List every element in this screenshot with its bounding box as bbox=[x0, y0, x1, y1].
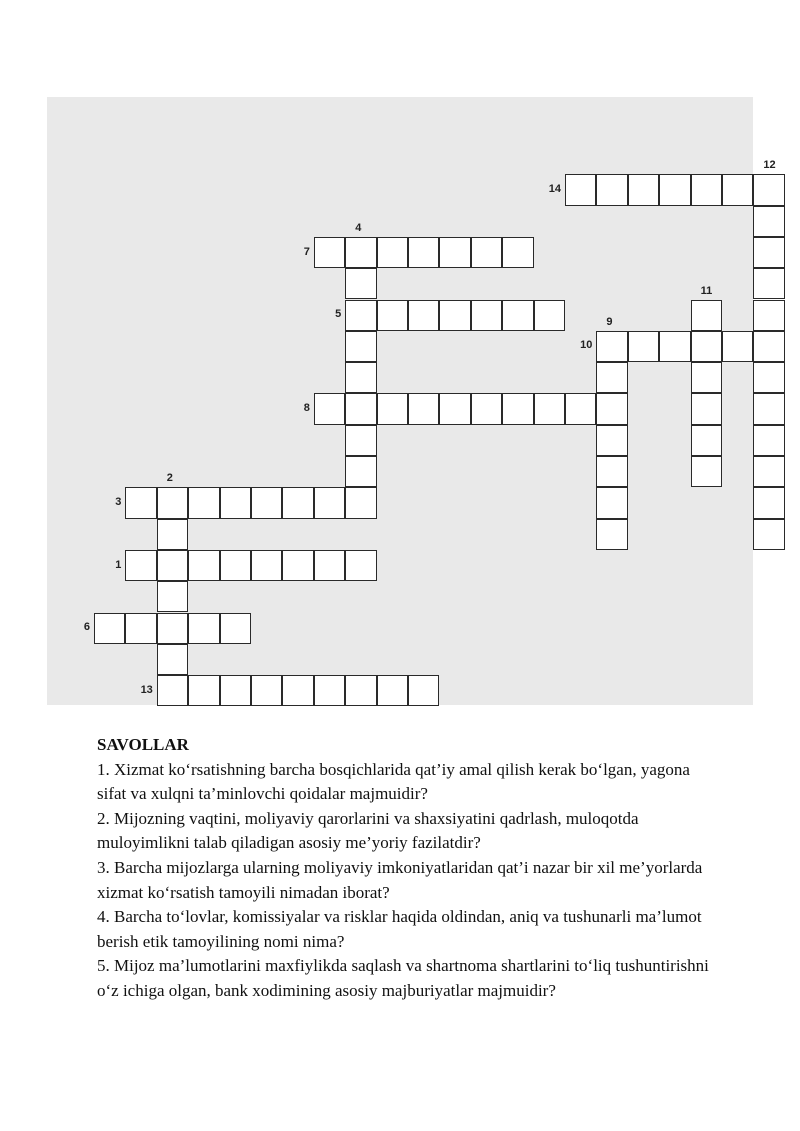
crossword-cell[interactable] bbox=[691, 425, 722, 456]
crossword-cell[interactable] bbox=[220, 675, 251, 706]
crossword-cell[interactable] bbox=[377, 675, 408, 706]
crossword-cell[interactable] bbox=[534, 300, 565, 331]
crossword-cell[interactable] bbox=[596, 174, 627, 205]
crossword-cell[interactable] bbox=[408, 237, 439, 268]
clue-number-12: 12 bbox=[763, 159, 776, 172]
crossword-cell[interactable] bbox=[753, 237, 784, 268]
crossword-cell[interactable] bbox=[345, 487, 376, 518]
crossword-cell[interactable] bbox=[722, 331, 753, 362]
crossword-cell[interactable] bbox=[471, 237, 502, 268]
question-1: 1. Xizmat ko‘rsatishning barcha bosqichlarida qat’iy amal qilish kerak bo‘lgan, yagona sifat va xulqni ta’minlovchi qoidalar majmuidir? bbox=[97, 759, 690, 804]
crossword-cell[interactable] bbox=[377, 393, 408, 424]
crossword-cell[interactable] bbox=[565, 174, 596, 205]
crossword-cell[interactable] bbox=[125, 550, 156, 581]
crossword-cell[interactable] bbox=[408, 300, 439, 331]
crossword-cell[interactable] bbox=[534, 393, 565, 424]
clue-number-8: 8 bbox=[303, 402, 310, 415]
crossword-cell[interactable] bbox=[439, 237, 470, 268]
crossword-cell[interactable] bbox=[345, 393, 376, 424]
crossword-cell[interactable] bbox=[345, 425, 376, 456]
crossword-cell[interactable] bbox=[596, 393, 627, 424]
clue-number-6: 6 bbox=[83, 621, 90, 634]
crossword-cell[interactable] bbox=[188, 675, 219, 706]
crossword-cell[interactable] bbox=[565, 393, 596, 424]
crossword-cell[interactable] bbox=[251, 675, 282, 706]
question-2: 2. Mijozning vaqtini, moliyaviy qarorlarini va shaxsiyatini qadrlash, muloqotda muloyimlikni talab qiladigan asosiy me’yoriy fazilatdir? bbox=[97, 808, 639, 853]
crossword-cell[interactable] bbox=[691, 456, 722, 487]
crossword-cell[interactable] bbox=[188, 550, 219, 581]
clue-number-1: 1 bbox=[115, 558, 122, 571]
crossword-cell[interactable] bbox=[753, 393, 784, 424]
crossword-cell[interactable] bbox=[596, 331, 627, 362]
crossword-cell[interactable] bbox=[314, 487, 345, 518]
clue-number-5: 5 bbox=[335, 308, 342, 321]
crossword-cell[interactable] bbox=[314, 237, 345, 268]
crossword-cell[interactable] bbox=[691, 300, 722, 331]
crossword-cell[interactable] bbox=[408, 393, 439, 424]
crossword-cell[interactable] bbox=[157, 581, 188, 612]
crossword-cell[interactable] bbox=[753, 268, 784, 299]
crossword-cell[interactable] bbox=[596, 425, 627, 456]
crossword-cell[interactable] bbox=[659, 174, 690, 205]
crossword-cell[interactable] bbox=[753, 331, 784, 362]
crossword-cell[interactable] bbox=[502, 393, 533, 424]
crossword-cell[interactable] bbox=[157, 613, 188, 644]
crossword-cell[interactable] bbox=[753, 519, 784, 550]
crossword-cell[interactable] bbox=[753, 487, 784, 518]
clue-number-10: 10 bbox=[580, 339, 593, 352]
clue-number-3: 3 bbox=[115, 495, 122, 508]
crossword-cell[interactable] bbox=[753, 362, 784, 393]
crossword-cell[interactable] bbox=[188, 613, 219, 644]
crossword-cell[interactable] bbox=[345, 362, 376, 393]
crossword-cell[interactable] bbox=[157, 675, 188, 706]
crossword-cell[interactable] bbox=[282, 487, 313, 518]
questions-heading: SAVOLLAR bbox=[97, 735, 189, 754]
crossword-cell[interactable] bbox=[471, 393, 502, 424]
question-5: 5. Mijoz ma’lumotlarini maxfiylikda saqlash va shartnoma shartlarini to‘liq tushuntirishni o‘z ichiga olgan, bank xodimining asosiy majburiyatlar majmuidir? bbox=[97, 956, 709, 1000]
crossword-cell[interactable] bbox=[753, 300, 784, 331]
crossword-cell[interactable] bbox=[220, 487, 251, 518]
clue-number-11: 11 bbox=[700, 284, 713, 297]
crossword-cell[interactable] bbox=[753, 425, 784, 456]
crossword-cell[interactable] bbox=[314, 550, 345, 581]
crossword-cell[interactable] bbox=[345, 456, 376, 487]
crossword-cell[interactable] bbox=[753, 174, 784, 205]
crossword-cell[interactable] bbox=[345, 300, 376, 331]
crossword-cell[interactable] bbox=[439, 393, 470, 424]
crossword-cell[interactable] bbox=[94, 613, 125, 644]
crossword-cell[interactable] bbox=[628, 331, 659, 362]
crossword-cell[interactable] bbox=[282, 550, 313, 581]
crossword-cell[interactable] bbox=[345, 268, 376, 299]
crossword-cell[interactable] bbox=[659, 331, 690, 362]
clue-number-14: 14 bbox=[548, 182, 561, 195]
question-3: 3. Barcha mijozlarga ularning moliyaviy imkoniyatlaridan qat’i nazar bir xil me’yorlarda xizmat ko‘rsatish tamoyili nimadan iborat? bbox=[97, 857, 703, 902]
crossword-cell[interactable] bbox=[691, 362, 722, 393]
crossword-cell[interactable] bbox=[314, 675, 345, 706]
crossword-cell[interactable] bbox=[188, 487, 219, 518]
crossword-cell[interactable] bbox=[157, 487, 188, 518]
crossword-cell[interactable] bbox=[753, 456, 784, 487]
crossword-grid bbox=[47, 97, 776, 705]
crossword-cell[interactable] bbox=[596, 487, 627, 518]
crossword-cell[interactable] bbox=[157, 519, 188, 550]
clue-number-4: 4 bbox=[355, 221, 362, 234]
crossword-cell[interactable] bbox=[377, 237, 408, 268]
crossword-cell[interactable] bbox=[691, 393, 722, 424]
crossword-cell[interactable] bbox=[282, 675, 313, 706]
crossword-cell[interactable] bbox=[345, 550, 376, 581]
clue-number-13: 13 bbox=[140, 683, 153, 696]
crossword-cell[interactable] bbox=[596, 519, 627, 550]
crossword-cell[interactable] bbox=[628, 174, 659, 205]
crossword-cell[interactable] bbox=[251, 550, 282, 581]
crossword-cell[interactable] bbox=[691, 174, 722, 205]
crossword-cell[interactable] bbox=[439, 300, 470, 331]
clue-number-7: 7 bbox=[303, 245, 310, 258]
crossword-cell[interactable] bbox=[345, 331, 376, 362]
crossword-cell[interactable] bbox=[125, 613, 156, 644]
crossword-cell[interactable] bbox=[691, 331, 722, 362]
crossword-cell[interactable] bbox=[753, 206, 784, 237]
crossword-cell[interactable] bbox=[502, 237, 533, 268]
crossword-cell[interactable] bbox=[502, 300, 533, 331]
crossword-cell[interactable] bbox=[125, 487, 156, 518]
crossword-cell[interactable] bbox=[722, 174, 753, 205]
crossword-cell[interactable] bbox=[251, 487, 282, 518]
crossword-cell[interactable] bbox=[157, 550, 188, 581]
crossword-cell[interactable] bbox=[345, 237, 376, 268]
crossword-cell[interactable] bbox=[596, 456, 627, 487]
question-4: 4. Barcha to‘lovlar, komissiyalar va risklar haqida oldindan, aniq va tushunarli ma’lumot berish etik tamoyilining nomi nima? bbox=[97, 907, 702, 951]
crossword-cell[interactable] bbox=[596, 362, 627, 393]
crossword-cell[interactable] bbox=[220, 613, 251, 644]
crossword-cell[interactable] bbox=[157, 644, 188, 675]
crossword-cell[interactable] bbox=[471, 300, 502, 331]
crossword-cell[interactable] bbox=[314, 393, 345, 424]
crossword-cell[interactable] bbox=[220, 550, 251, 581]
crossword-cell[interactable] bbox=[377, 300, 408, 331]
crossword-cell[interactable] bbox=[345, 675, 376, 706]
clue-number-9: 9 bbox=[606, 315, 613, 328]
crossword-cell[interactable] bbox=[408, 675, 439, 706]
clue-number-2: 2 bbox=[166, 472, 173, 485]
questions-section bbox=[97, 733, 717, 1004]
